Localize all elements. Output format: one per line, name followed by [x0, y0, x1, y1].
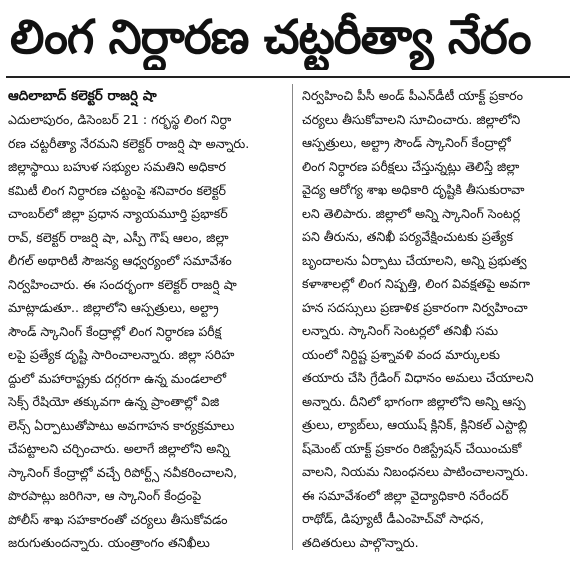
text-line: జిల్లాస్థాయి బహుళ సభ్యుల సమతిని అధికార	[8, 159, 226, 174]
text-line: కళాశాలల్లో లింగ నిష్పత్తి, లింగ వివక్షతపై అవగా	[302, 276, 530, 291]
text-line: చర్యలు తీసుకోవాలని సూచించారు. జిల్లాలోని	[302, 111, 521, 127]
text-line: లింగ నిర్ధారణ పరీక్షలు చేస్తున్నట్లు తెలిస్తే జిల్లా	[302, 158, 520, 174]
column-divider	[292, 84, 293, 550]
text-line: రావ్, కలెక్టర్ రాజర్షి షా, ఎస్పీ గౌష్ ఆలం, జిల్లా	[8, 229, 229, 245]
text-line: సౌండ్ స్కానింగ్ కేంద్రాల్లో లింగ నిర్ధారణ పరీక్ష	[8, 323, 222, 339]
text-line: చేపట్టాలని చర్చించారు. అలాగే జిల్లాలోని అన్ని	[8, 441, 230, 456]
text-line: లీగల్ అథారిటీ సౌజన్య ఆధ్వర్యంలో సమావేశం	[8, 253, 232, 268]
headline: లింగ నిర్ధారణ చట్టరీత్యా నేరం	[10, 10, 531, 65]
text-line: లెన్స్ ఏర్పాటుతోపాటు అవగాహన కార్యక్రమాలు	[8, 417, 235, 433]
text-line: రణ చట్టరీత్యా నేరమని కలెక్టర్ రాజర్షి షా అన్నారు.	[8, 135, 250, 151]
text-line: హన సదస్సులు ప్రణాళిక ప్రకారంగా నిర్వహించా	[302, 299, 528, 315]
text-line: నిర్వహించారు. ఈ సందర్భంగా కలెక్టర్ రాజర్షి షా	[8, 276, 237, 292]
text-line: రాథోడ్, డిప్యూటీ డీఎంహెచ్‌వో సాధన,	[302, 511, 484, 526]
text-line: కమిటీ లింగ నిర్ధారణ చట్టంపై శనివారం కలెక్టర్	[8, 182, 227, 198]
text-line: సెక్స్ రేషియో తక్కువగా ఉన్న ప్రాంతాల్లో విజి	[8, 394, 220, 409]
text-line: లపై ప్రత్యేక దృష్టి సారించాలన్నారు. జిల్లా సరిహ	[8, 347, 235, 362]
text-line: స్కానింగ్ కేంద్రాల్లో వచ్చే రిపోర్ట్స్ నవీకరించాలని,	[8, 464, 238, 480]
text-line: బృందాలను ఏర్పాటు చేయాలని, అన్ని ప్రభుత్వ	[302, 252, 527, 268]
text-line: పొరపాట్లు జరిగినా, ఆ స్కానింగ్ కేంద్రంపై	[8, 488, 202, 503]
headline-rule	[6, 76, 570, 78]
text-line: త్రులు, ల్యాబ్‌లు, ఆయుష్ క్లినిక్, క్లినికల్ ఎస్టాబ్లి	[302, 417, 528, 432]
text-line: ద్దులో మహారాష్ట్రకు దగ్గరగా ఉన్న మండలాలో	[8, 370, 227, 386]
text-line: జరుగుతుందన్నారు. యంత్రాంగం తనిఖీలు	[8, 535, 210, 550]
text-line: తయారు చేసి గ్రేడింగ్ విధానం అమలు చేయాలని	[302, 370, 534, 385]
text-line: పని తీరును, తనిఖీ పర్యవేక్షించుటకు ప్రత్యేక	[302, 229, 513, 244]
text-line: లని తెలిపారు. జిల్లాలో అన్ని స్కానింగ్ సెంటర్ల	[302, 205, 521, 221]
text-line: యంలో నిర్దిష్ట ప్రశ్నావళి వంద మార్కులకు	[302, 346, 500, 362]
text-line: అన్నారు. దీనిలో భాగంగా జిల్లాలోని అన్ని ఆస్ప	[302, 393, 526, 409]
text-line: పోలీస్ శాఖ సహకారంతో చర్యలు తీసుకోవడం	[8, 511, 228, 527]
byline: ఆదిలాబాద్ కలెక్టర్ రాజర్షి షా	[8, 88, 157, 104]
text-line: ఈ సమావేశంలో జిల్లా వైద్యాధికారి నరేందర్	[302, 487, 509, 503]
text-line: లన్నారు. స్కానింగ్ సెంటర్లలో తనిఖీ సమ	[302, 323, 499, 338]
left-column	[8, 84, 276, 555]
text-line: నిర్వహించి పీసీ అండ్ పీఎన్‌డీటీ యాక్ట్ ప్రకారం	[302, 88, 523, 103]
text-line: వైద్య ఆరోగ్య శాఖ అధికారి దృష్టికి తీసుకురావా	[302, 182, 525, 197]
text-line: ఎదులాపురం, డిసెంబర్ 21 : గర్భస్థ లింగ నిర్ధా	[8, 112, 232, 127]
text-line: ఆస్పత్రులు, అల్ట్రా సౌండ్ స్కానింగ్ కేంద్రాల్లో	[302, 135, 511, 150]
text-line: తదితరులు పాల్గొన్నారు.	[302, 534, 419, 550]
right-column	[302, 84, 570, 554]
text-line: ష్‌మెంట్ యాక్ట్ ప్రకారం రిజిస్ట్రేషన్ చేయించుకో	[302, 440, 522, 456]
text-line: మాట్లాడుతూ.. జిల్లాలోని ఆస్పత్రులు, అల్ట్రా	[8, 300, 219, 315]
text-line: వాలని, నియమ నిబంధనలు పాటించాలన్నారు.	[302, 464, 529, 479]
text-line: చాంబర్‌లో జిల్లా ప్రధాన న్యాయమూర్తి ప్రభాకర్	[8, 206, 228, 221]
